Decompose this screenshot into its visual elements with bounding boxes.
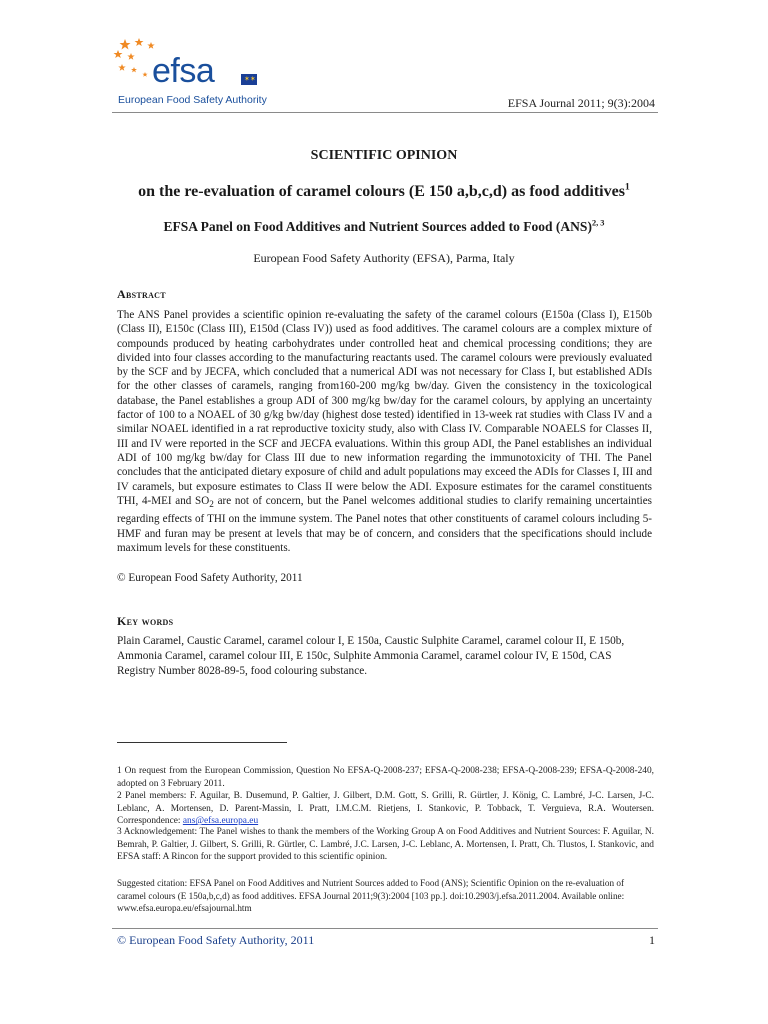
journal-reference: EFSA Journal 2011; 9(3):2004	[507, 96, 655, 110]
document-type-label: SCIENTIFIC OPINION	[310, 148, 458, 163]
abstract-heading: Abstract	[117, 287, 166, 301]
panel-footnote-ref: 2, 3	[591, 218, 605, 228]
header-divider	[112, 112, 658, 113]
organization-name: European Food Safety Authority	[118, 94, 267, 106]
footnote-2	[117, 790, 654, 828]
abstract-copyright: © European Food Safety Authority, 2011	[117, 572, 303, 584]
abstract-part-1: The ANS Panel provides a scientific opinion re-evaluating the safety of the caramel colours (E150a (Class I), E150b (Class II), E150c (Class III), E150d (Class IV)) used as food additives. The caramel colours are a complex mixture of compounds produced by heating carbohydrates under controlled heat and chemical processing conditions; they are divided into four classes according to the manufacturing reactants used. The caramel colours were previously evaluated by the SCF and by JECFA, which concluded that a numerical ADI was not necessary for Class I, but established ADIs for the other classes of caramels, ranging from160-200 mg/kg bw/day. Given the consistency in the toxicological database, the Panel establishes a group ADI of 300 mg/kg bw/day for the caramel colours, by applying an uncertainty factor of 100 to a NOAEL of 30 g/kg bw/day (highest dose tested) identified in 13-week rat studies with Class IV and a similar NOAEL identified in a rat reproductive toxicity study, also with Class IV. Comparable NOAELS for Classes II, III and IV were reported in the SCF and JECFA evaluations. Within this group ADI, the Panel establishes an individual ADI of 100 mg/kg bw/day for Class III due to new information regarding the immunotoxicity of THI. The Panel concludes that the anticipated dietary exposure of child and adult populations may exceed the ADIs for Classes I, III and IV caramels, but exposure estimates to Class II were below the ADI. Exposure estimates for the caramel constituents THI, 4-MEI and SO	[117, 309, 652, 507]
efsa-logo	[112, 36, 272, 110]
keywords-text: Plain Caramel, Caustic Caramel, caramel colour I, E 150a, Caustic Sulphite Caramel, caramel colour II, E 150b, Ammonia Caramel, caramel colour III, E 150c, Sulphite Ammonia Caramel, caramel colour IV, E 150d, CAS Registry Number 8028-89-5, food colouring substance.	[117, 635, 625, 677]
logo-wordmark: efsa	[152, 52, 215, 90]
title-text: on the re-evaluation of caramel colours (E 150 a,b,c,d) as food additives	[138, 183, 625, 200]
footer-divider	[112, 928, 658, 929]
document-title	[0, 183, 768, 201]
panel-name	[0, 219, 768, 235]
suggested-citation: Suggested citation: EFSA Panel on Food Additives and Nutrient Sources added to Food (ANS); Scientific Opinion on the re-evaluation of caramel colours (E 150a,b,c,d) as food additives. EFSA Journal 2011;9(3):2004 [103 pp.]. doi:10.2903/j.efsa.2011.2004. Available online: www.efsa.europa.eu/efsajournal.htm	[117, 878, 625, 913]
eu-flag-icon: ✶✶	[241, 74, 257, 85]
title-footnote-ref: 1	[624, 181, 630, 193]
panel-text: EFSA Panel on Food Additives and Nutrient Sources added to Food (ANS)	[163, 219, 592, 234]
affiliation: European Food Safety Authority (EFSA), Parma, Italy	[253, 251, 515, 265]
correspondence-email-link[interactable]: ans@efsa.europa.eu	[182, 816, 259, 827]
footnote-2-text: 2 Panel members: F. Aguilar, B. Dusemund, P. Galtier, J. Gilbert, D.M. Gott, S. Grilli, R. Gürtler, J. König, C. Lambré, J-C. Larsen, J-C. Leblanc, A. Mortensen, D. Parent-Massin, I. Pratt, I.M.C.M. Rietjens, I. Stankovic, P. Tobback, T. Verguieva, R.A. Woutersen. Correspondence:	[117, 791, 654, 827]
so2-subscript: 2	[209, 500, 214, 511]
footer-copyright: © European Food Safety Authority, 2011	[117, 933, 315, 947]
footnote-divider	[117, 742, 287, 743]
abstract-part-2: are not of concern, but the Panel welcomes additional studies to clarify remaining uncertainties regarding effects of THI on the immune system. The Panel notes that other constituents of caramel colours including 5-HMF and furan may be present at levels that may be of concern, and considers that the specifications should include maximum levels for these constituents.	[117, 494, 652, 554]
footnote-3: 3 Acknowledgement: The Panel wishes to thank the members of the Working Group A on Food Additives and Nutrient Sources: F. Aguilar, N. Bemrah, P. Galtier, J. Gilbert, S. Grilli, R. Gürtler, C. Lambré, J.C. Larsen, J-C. Leblanc, A. Mortensen, I. Pratt, Ch. Tlustos, I. Stankovic, and EFSA staff: A Rincon for the support provided to this scientific opinion.	[117, 827, 654, 863]
abstract-text	[117, 308, 652, 555]
keywords-heading: Key words	[117, 614, 174, 628]
page-number: 1	[649, 933, 655, 947]
footnote-1: 1 On request from the European Commission, Question No EFSA-Q-2008-237; EFSA-Q-2008-238; EFSA-Q-2008-239; EFSA-Q-2008-240, adopted on 3 February 2011.	[117, 766, 654, 789]
